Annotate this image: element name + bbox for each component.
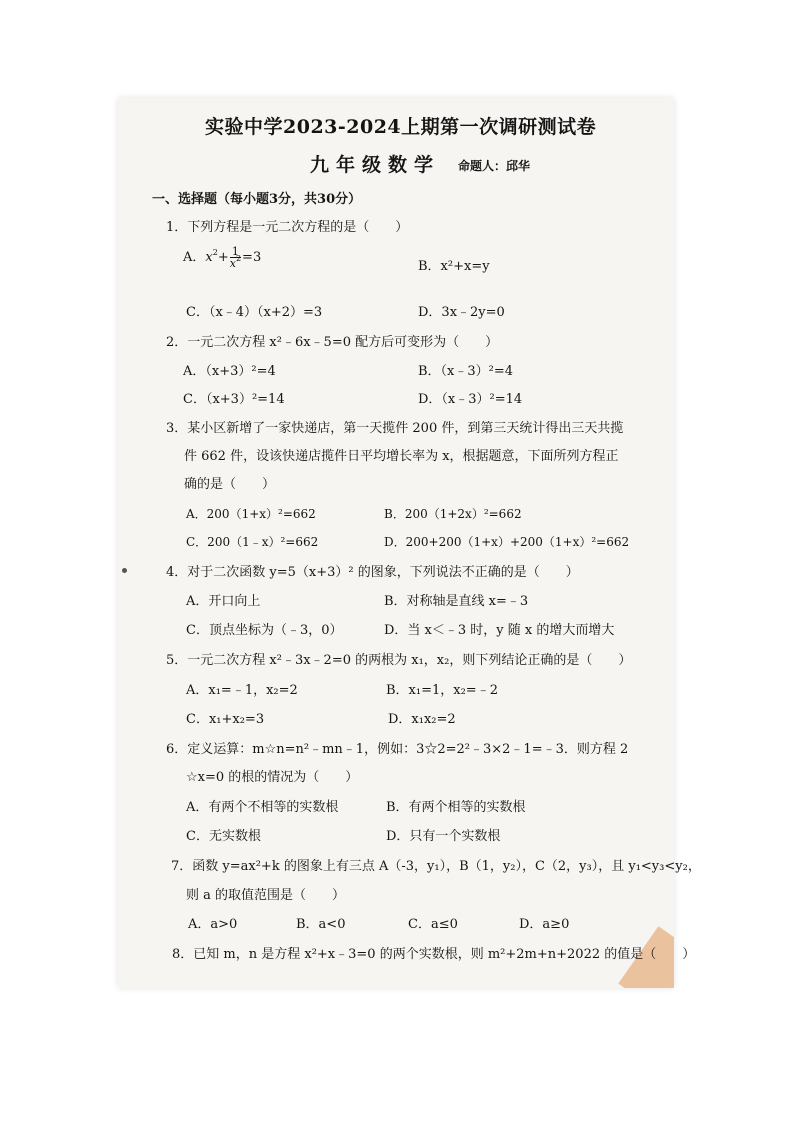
q4-option-a: A．开口向上: [186, 594, 261, 609]
q1-option-a-tail: =3: [242, 250, 262, 265]
q7-option-d: D．a≥0: [519, 917, 570, 932]
q1-option-d: D．3x﹣2y=0: [418, 305, 505, 320]
q5-option-b: B．x₁=1，x₂=﹣2: [386, 683, 498, 698]
q1-option-a-label: A．: [183, 250, 206, 265]
q4-option-d: D．当 x＜﹣3 时，y 随 x 的增大而增大: [384, 623, 615, 638]
q4-option-c: C．顶点坐标为（﹣3，0）: [186, 623, 343, 638]
q7-option-a: A．a>0: [188, 917, 238, 932]
q2-option-c: C．（x+3）²=14: [183, 392, 285, 407]
q1-option-a: A．$x^2+$ $\frac{1}{x^2}$ =3: [183, 245, 262, 270]
q3-option-c: C．200（1﹣x）²=662: [186, 535, 319, 549]
q7-line1: 7．函数 y=ax²+k 的图象上有三点 A（-3，y₁），B（1，y₂），C（2，y₃），且 y₁<y₃<y₂，: [171, 859, 701, 874]
q3-line1: 3．某小区新增了一家快递店，第一天揽件 200 件，到第三天统计得出三天共揽: [166, 421, 624, 436]
q7-option-b: B．a<0: [296, 917, 346, 932]
q5-stem: 5．一元二次方程 x²﹣3x﹣2=0 的两根为 x₁，x₂，则下列结论正确的是（ ）: [166, 653, 632, 668]
q1-option-c: C．（x﹣4）（x+2）=3: [186, 305, 323, 320]
q1-fraction: $\frac{1}{x^2}$: [229, 245, 242, 270]
exam-title: 实验中学2023-2024上期第一次调研测试卷: [205, 116, 597, 138]
q4-option-b: B．对称轴是直线 x=﹣3: [384, 594, 529, 609]
q1-stem: 1．下列方程是一元二次方程的是（ ）: [166, 220, 409, 235]
q6-line2: ☆x=0 的根的情况为（ ）: [186, 770, 359, 785]
q1-option-b: B．x²+x=y: [418, 259, 490, 274]
q5-option-a: A．x₁=﹣1，x₂=2: [186, 683, 298, 698]
q5-option-d: D．x₁x₂=2: [388, 712, 456, 727]
q6-line1: 6．定义运算：m☆n=n²﹣mn﹣1，例如：3☆2=2²﹣3×2﹣1=﹣3．则方程 2: [166, 742, 629, 757]
q7-option-c: C．a≤0: [408, 917, 458, 932]
q3-line3: 确的是（ ）: [184, 477, 276, 492]
exam-subtitle: 九年级数学: [310, 154, 441, 176]
q6-option-a: A．有两个不相等的实数根: [186, 800, 339, 815]
q3-option-d: D．200+200（1+x）+200（1+x）²=662: [384, 535, 630, 549]
q3-option-b: B．200（1+2x）²=662: [384, 507, 522, 521]
q2-stem: 2．一元二次方程 x²﹣6x﹣5=0 配方后可变形为（ ）: [166, 335, 499, 350]
scan-speck: [122, 568, 127, 573]
question-setter: 命题人：邱华: [458, 159, 531, 173]
q2-option-b: B．（x﹣3）²=4: [418, 364, 514, 379]
q2-option-d: D．（x﹣3）²=14: [418, 392, 523, 407]
q4-stem: 4．对于二次函数 y=5（x+3）² 的图象，下列说法不正确的是（ ）: [166, 565, 579, 580]
q3-option-a: A．200（1+x）²=662: [186, 507, 316, 521]
q6-option-d: D．只有一个实数根: [386, 829, 501, 844]
q6-option-b: B．有两个相等的实数根: [386, 800, 526, 815]
q2-option-a: A．（x+3）²=4: [183, 364, 276, 379]
q7-line2: 则 a 的取值范围是（ ）: [186, 888, 346, 903]
q6-option-c: C．无实数根: [186, 829, 261, 844]
q3-line2: 件 662 件，设该快递店揽件日平均增长率为 x，根据题意，下面所列方程正: [184, 449, 619, 464]
section-heading: 一、选择题（每小题3分，共30分）: [152, 192, 362, 207]
q8-stem: 8．已知 m，n 是方程 x²+x﹣3=0 的两个实数根，则 m²+2m+n+2022 的值是（ ）: [172, 947, 696, 962]
q5-option-c: C．x₁+x₂=3: [186, 712, 265, 727]
